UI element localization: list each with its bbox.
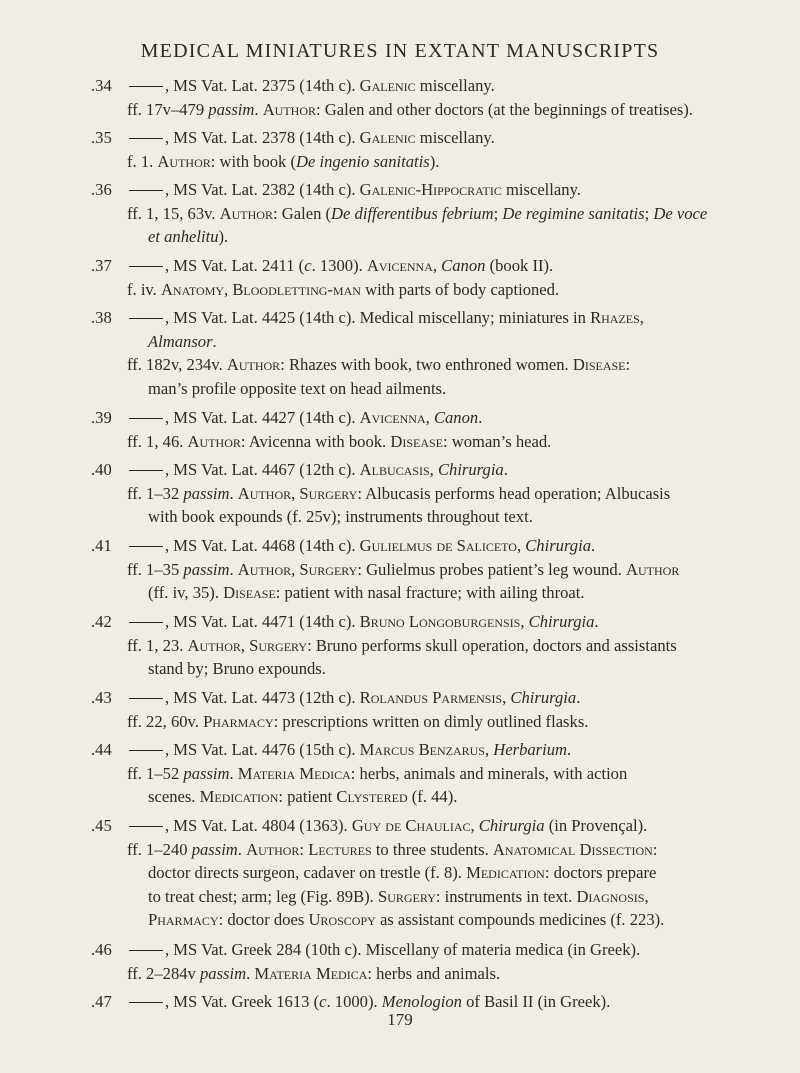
ditto-dash — [129, 826, 163, 827]
ditto-dash — [129, 546, 163, 547]
entry-number: .34 — [91, 76, 112, 95]
entry-description: ff. 1, 15, 63v. Author: Galen (De differentibus febrium; De regimine sanitatis; De voce — [127, 203, 708, 223]
entry-number: .46 — [91, 940, 112, 959]
entry-number: .44 — [91, 740, 112, 759]
catalogue-entry — [0, 178, 800, 254]
entry-description: ff. 17v–479 passim. Author: Galen and other doctors (at the beginnings of treatises). — [127, 99, 693, 119]
page-number: 179 — [387, 1010, 413, 1029]
entry-description-cont: doctor directs surgeon, cadaver on trestle (f. 8). Medication: doctors prepare — [148, 863, 657, 883]
entry-heading: , MS Vat. Lat. 2411 (c. 1300). Avicenna, Canon (book II). — [129, 254, 553, 278]
entry-number: .37 — [91, 256, 112, 275]
entry-heading: , MS Vat. Lat. 4425 (14th c). Medical miscellany; miniatures in Rhazes, — [129, 306, 644, 330]
entry-number: .42 — [91, 612, 112, 631]
entry-heading: , MS Vat. Lat. 4473 (12th c). Rolandus Parmensis, Chirurgia. — [129, 686, 580, 710]
catalogue-entry — [0, 74, 800, 126]
ditto-dash — [129, 950, 163, 951]
entry-number: .41 — [91, 536, 112, 555]
entry-description-cont: to treat chest; arm; leg (Fig. 89B). Surgery: instruments in text. Diagnosis, — [148, 886, 649, 906]
catalogue-entry — [0, 406, 800, 458]
catalogue-entry — [0, 610, 800, 686]
entry-description: ff. 1–52 passim. Materia Medica: herbs, animals and minerals, with action — [127, 763, 628, 783]
catalogue-entry — [0, 738, 800, 814]
catalogue-entries — [0, 74, 800, 1018]
entry-heading: , MS Vat. Greek 1613 (c. 1000). Menologion of Basil II (in Greek). — [129, 990, 610, 1014]
entry-number: .35 — [91, 128, 112, 147]
ditto-dash — [129, 622, 163, 623]
entry-number: .43 — [91, 688, 112, 707]
entry-description: f. iv. Anatomy, Bloodletting-man with parts of body captioned. — [127, 279, 560, 299]
entry-number: .40 — [91, 460, 112, 479]
catalogue-entry — [0, 458, 800, 534]
entry-heading: , MS Vat. Lat. 2382 (14th c). Galenic-Hippocratic miscellany. — [129, 178, 581, 202]
catalogue-entry — [0, 534, 800, 610]
catalogue-entry — [0, 306, 800, 406]
ditto-dash — [129, 698, 163, 699]
entry-number: .47 — [91, 992, 112, 1011]
entry-description: ff. 22, 60v. Pharmacy: prescriptions written on dimly outlined flasks. — [127, 711, 589, 731]
entry-heading: , MS Vat. Lat. 4467 (12th c). Albucasis, Chirurgia. — [129, 458, 508, 482]
catalogue-entry — [0, 126, 800, 178]
ditto-dash — [129, 1002, 163, 1003]
entry-heading: , MS Vat. Lat. 4476 (15th c). Marcus Benzarus, Herbarium. — [129, 738, 571, 762]
ditto-dash — [129, 418, 163, 419]
entry-description: ff. 1, 23. Author, Surgery: Bruno performs skull operation, doctors and assistants — [127, 635, 677, 655]
entry-heading: , MS Vat. Lat. 2375 (14th c). Galenic miscellany. — [129, 74, 495, 98]
entry-heading: , MS Vat. Lat. 4804 (1363). Guy de Chauliac, Chirurgia (in Provençal). — [129, 814, 647, 838]
ditto-dash — [129, 750, 163, 751]
ditto-dash — [129, 318, 163, 319]
entry-description: f. 1. Author: with book (De ingenio sanitatis). — [127, 151, 440, 171]
entry-heading: , MS Vat. Greek 284 (10th c). Miscellany of materia medica (in Greek). — [129, 938, 640, 962]
ditto-dash — [129, 86, 163, 87]
entry-heading-cont: Almansor. — [148, 331, 217, 351]
ditto-dash — [129, 266, 163, 267]
entry-heading: , MS Vat. Lat. 2378 (14th c). Galenic miscellany. — [129, 126, 495, 150]
entry-heading: , MS Vat. Lat. 4471 (14th c). Bruno Longoburgensis, Chirurgia. — [129, 610, 599, 634]
entry-description: ff. 1–32 passim. Author, Surgery: Albucasis performs head operation; Albucasis — [127, 483, 671, 503]
entry-description: ff. 1–240 passim. Author: Lectures to three students. Anatomical Dissection: — [127, 839, 658, 859]
entry-description-cont: with book expounds (f. 25v); instruments throughout text. — [148, 507, 533, 527]
ditto-dash — [129, 470, 163, 471]
ditto-dash — [129, 138, 163, 139]
entry-description-cont: et anhelitu). — [148, 227, 229, 247]
entry-number: .36 — [91, 180, 112, 199]
entry-number: .38 — [91, 308, 112, 327]
entry-heading: , MS Vat. Lat. 4427 (14th c). Avicenna, Canon. — [129, 406, 482, 430]
entry-description: ff. 182v, 234v. Author: Rhazes with book, two enthroned women. Disease: — [127, 355, 631, 375]
entry-description: ff. 1–35 passim. Author, Surgery: Gulielmus probes patient’s leg wound. Author — [127, 559, 680, 579]
catalogue-entry — [0, 814, 800, 938]
entry-description-cont: Pharmacy: doctor does Uroscopy as assistant compounds medicines (f. 223). — [148, 910, 665, 930]
entry-description: ff. 2–284v passim. Materia Medica: herbs and animals. — [127, 963, 501, 983]
entry-description-cont: scenes. Medication: patient Clystered (f. 44). — [148, 787, 458, 807]
entry-description-cont: man’s profile opposite text on head ailments. — [148, 378, 447, 398]
entry-description-cont: (ff. iv, 35). Disease: patient with nasal fracture; with ailing throat. — [148, 583, 585, 603]
entry-heading: , MS Vat. Lat. 4468 (14th c). Gulielmus de Saliceto, Chirurgia. — [129, 534, 595, 558]
catalogue-entry — [0, 686, 800, 738]
running-header: MEDICAL MINIATURES IN EXTANT MANUSCRIPTS — [140, 40, 660, 62]
entry-description: ff. 1, 46. Author: Avicenna with book. Disease: woman’s head. — [127, 431, 552, 451]
catalogue-entry — [0, 254, 800, 306]
catalogue-entry — [0, 938, 800, 990]
entry-number: .39 — [91, 408, 112, 427]
ditto-dash — [129, 190, 163, 191]
entry-description-cont: stand by; Bruno expounds. — [148, 659, 326, 679]
entry-number: .45 — [91, 816, 112, 835]
